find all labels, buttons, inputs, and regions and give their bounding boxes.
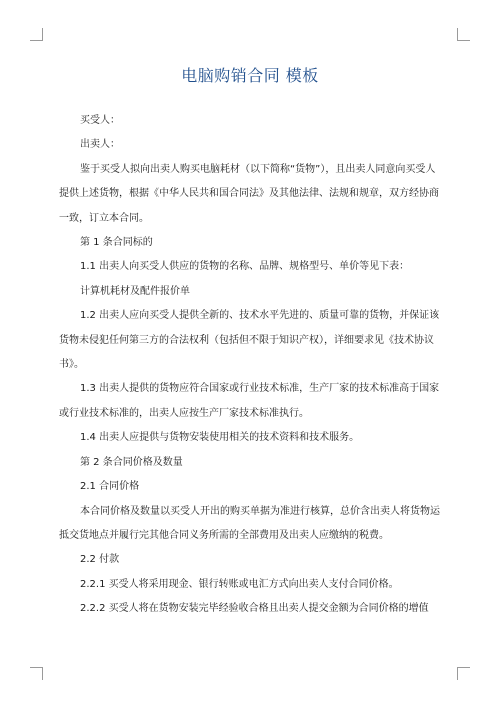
crop-mark-bottom-left: [30, 667, 43, 680]
crop-mark-top-left: [30, 28, 43, 41]
buyer-line: 买受人：: [80, 115, 120, 126]
clause-1-4: 1.4 出卖人应提供与货物安装使用相关的技术资料和技术服务。: [80, 432, 360, 444]
clause-1-1: 1.1 出卖人向买受人供应的货物的名称、品牌、规格型号、单价等见下表：: [80, 261, 410, 273]
crop-mark-top-right: [457, 28, 470, 41]
article-1-heading: 第 1 条合同标的: [80, 237, 153, 249]
article-2-heading: 第 2 条合同价格及数量: [80, 456, 183, 468]
clause-2-1-heading: 2.1 合同价格: [80, 481, 140, 493]
clause-2-2-1: 2.2.1 买受人将采用现金、银行转账或电汇方式向出卖人支付合同价格。: [80, 578, 399, 590]
document-title: 电脑购销合同 模板: [181, 66, 319, 85]
clause-1-2: 1.2 出卖人应向买受人提供全新的、技术水平先进的、质量可靠的货物，并保证该货物未侵犯任何第三方的合法权利（包括但不限于知识产权），详细要求见《技术协议书》。: [59, 310, 440, 371]
clause-2-2-2: 2.2.2 买受人将在货物安装完毕经验收合格且出卖人提交金额为合同价格的增值: [80, 603, 429, 615]
preamble-paragraph: 鉴于买受人拟向出卖人购买电脑耗材（以下简称“货物”），且出卖人同意向买受人提供上述货物，根据《中华人民共和国合同法》及其他法律、法规和规章，双方经协商一致，订立本合同。: [59, 163, 439, 224]
clause-1-3: 1.3 出卖人提供的货物应符合国家或行业技术标准，生产厂家的技术标准高于国家或行业技术标准的，出卖人应按生产厂家技术标准执行。: [59, 383, 440, 419]
crop-mark-bottom-right: [457, 667, 470, 680]
clause-2-2-heading: 2.2 付款: [80, 554, 120, 566]
document-body: [59, 109, 443, 622]
price-list-caption: 计算机耗材及配件报价单: [80, 285, 190, 297]
seller-line: 出卖人：: [80, 139, 120, 151]
clause-2-1-body: 本合同价格及数量以买受人开出的购买单据为准进行核算，总价含出卖人将货物运抵交货地点并履行完其他合同义务所需的全部费用及出卖人应缴纳的税费。: [59, 505, 440, 541]
